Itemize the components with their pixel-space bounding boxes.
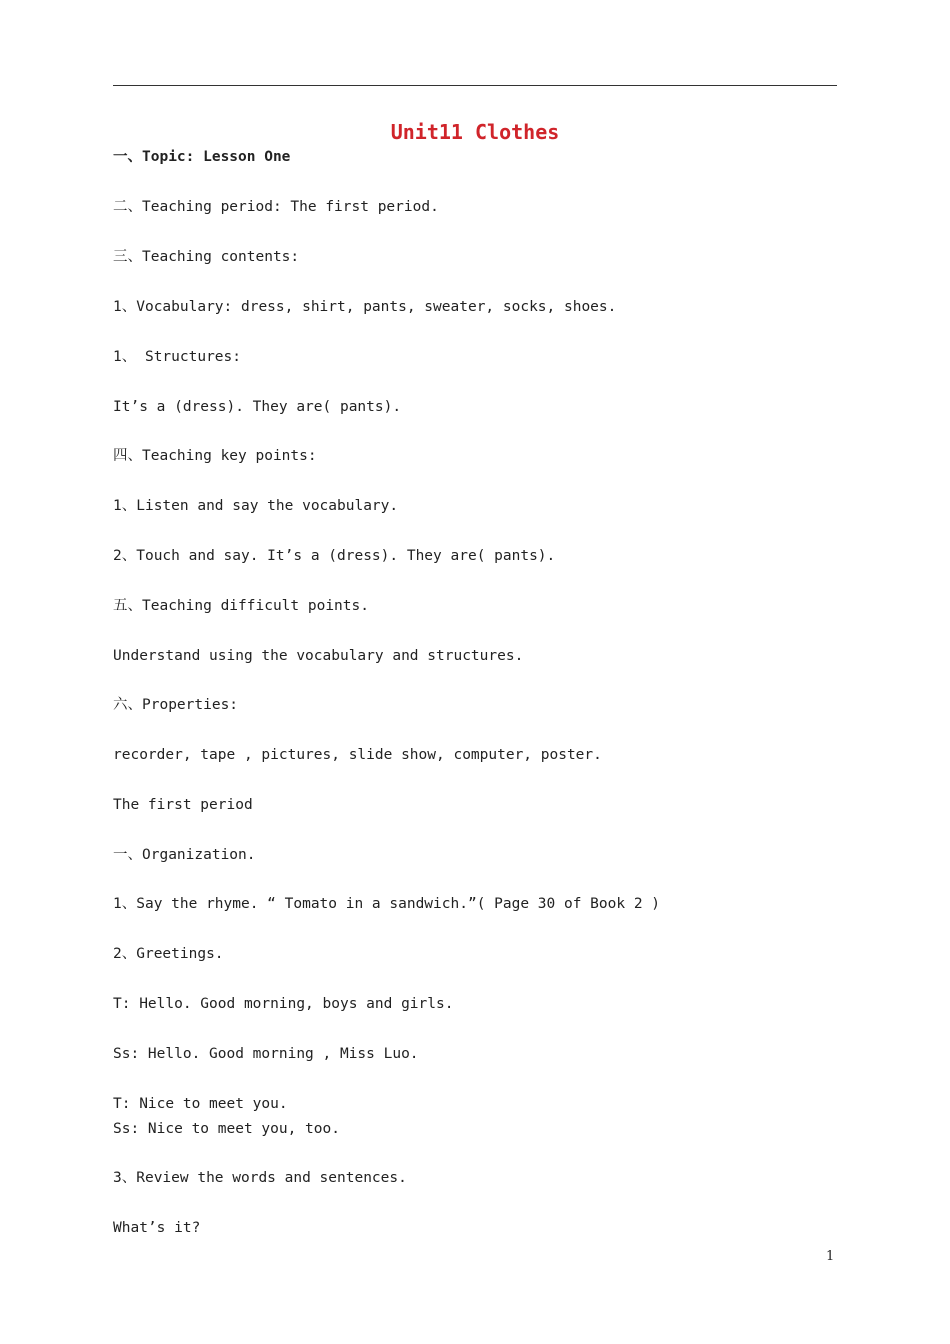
dialogue-line-1: T: Hello. Good morning, boys and girls. [113, 996, 454, 1012]
difficult-points-text: Understand using the vocabulary and structures. [113, 648, 524, 664]
vocabulary-line: 1、Vocabulary: dress, shirt, pants, sweater, socks, shoes. [113, 299, 617, 315]
dialogue-line-4: Ss: Nice to meet you, too. [113, 1121, 340, 1137]
first-period-heading: The first period [113, 797, 253, 813]
question-line: What’s it? [113, 1220, 201, 1236]
dialogue-line-2: Ss: Hello. Good morning , Miss Luo. [113, 1046, 419, 1062]
teaching-period-line: 二、Teaching period: The first period. [113, 199, 439, 215]
key-points-heading: 四、Teaching key points: [113, 448, 317, 464]
properties-list: recorder, tape , pictures, slide show, computer, poster. [113, 747, 602, 763]
structures-heading: 1、 Structures: [113, 349, 241, 365]
rhyme-line: 1、Say the rhyme. “ Tomato in a sandwich.”( Page 30 of Book 2 ) [113, 896, 661, 912]
header-rule [113, 85, 837, 86]
review-heading: 3、Review the words and sentences. [113, 1170, 407, 1186]
dialogue-line-3: T: Nice to meet you. [113, 1096, 288, 1112]
organization-heading: 一、Organization. [113, 847, 256, 863]
properties-heading: 六、Properties: [113, 697, 239, 713]
teaching-contents-heading: 三、Teaching contents: [113, 249, 300, 265]
topic-line: 一、Topic: Lesson One [113, 149, 291, 165]
greetings-heading: 2、Greetings. [113, 946, 224, 962]
key-point-2: 2、Touch and say. It’s a (dress). They are( pants). [113, 548, 556, 564]
structures-example: It’s a (dress). They are( pants). [113, 399, 402, 415]
key-point-1: 1、Listen and say the vocabulary. [113, 498, 399, 514]
document-title: Unit11 Clothes [390, 120, 560, 144]
difficult-points-heading: 五、Teaching difficult points. [113, 598, 369, 614]
page-number: 1 [826, 1249, 835, 1264]
